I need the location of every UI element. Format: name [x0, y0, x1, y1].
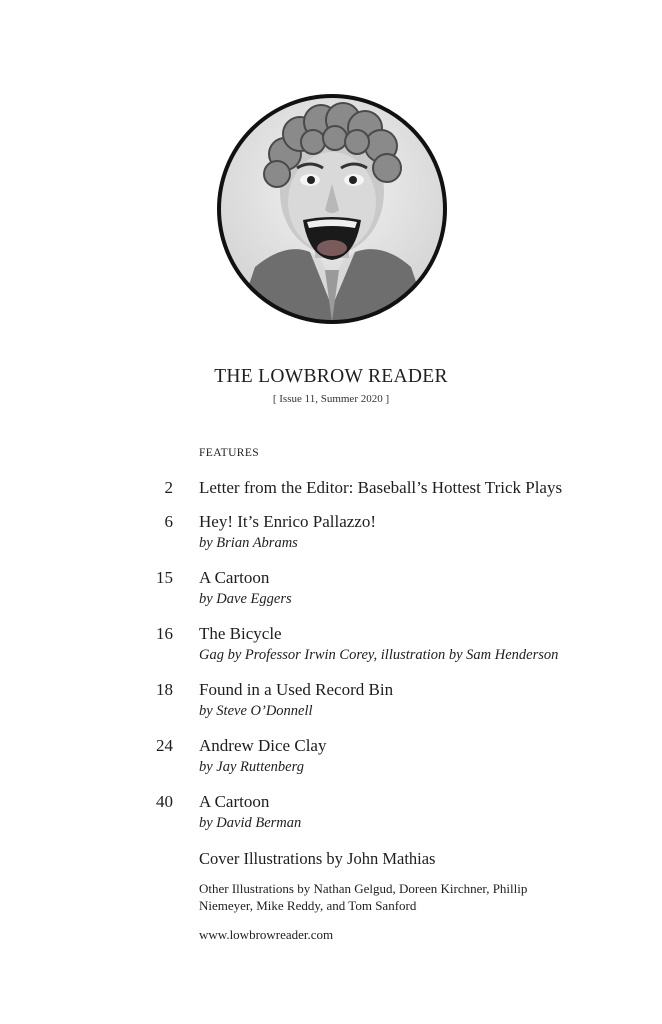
toc-title: Hey! It’s Enrico Pallazzo!: [199, 512, 377, 531]
toc-title: The Bicycle: [199, 624, 282, 643]
toc-byline: by Steve O’Donnell: [199, 703, 313, 719]
toc-title: Found in a Used Record Bin: [199, 680, 394, 699]
laughing-man-portrait-icon: [215, 92, 449, 326]
toc-page-number: 6: [164, 512, 173, 531]
other-illustration-credits: Other Illustrations by Nathan Gelgud, Doreen Kirchner, Phillip Niemeyer, Mike Reddy, and Tom Sanford: [199, 881, 528, 913]
toc-byline: by Brian Abrams: [199, 535, 298, 551]
toc-page-number: 40: [156, 792, 173, 811]
toc-byline: by David Berman: [199, 815, 302, 831]
toc-title: Letter from the Editor: Baseball’s Hottest Trick Plays: [199, 478, 563, 497]
section-heading-features: FEATURES: [199, 447, 260, 459]
publication-title: THE LOWBROW READER: [214, 366, 448, 387]
toc-page-number: 16: [156, 624, 173, 643]
toc-page-number: 15: [156, 568, 173, 587]
toc-title: A Cartoon: [199, 792, 270, 811]
toc-byline: by Jay Ruttenberg: [199, 759, 304, 775]
cover-illustration-credit: Cover Illustrations by John Mathias: [199, 849, 436, 868]
toc-title: A Cartoon: [199, 568, 270, 587]
toc-byline: Gag by Professor Irwin Corey, illustration by Sam Henderson: [199, 647, 559, 663]
toc-page-number: 2: [164, 478, 173, 497]
cover-portrait: [215, 92, 449, 326]
toc-byline: by Dave Eggers: [199, 591, 292, 607]
toc-title: Andrew Dice Clay: [199, 736, 327, 755]
issue-label: [ Issue 11, Summer 2020 ]: [272, 393, 390, 405]
website-url: www.lowbrowreader.com: [199, 927, 334, 942]
toc-page-number: 18: [156, 680, 173, 699]
toc-page-number: 24: [156, 736, 173, 755]
